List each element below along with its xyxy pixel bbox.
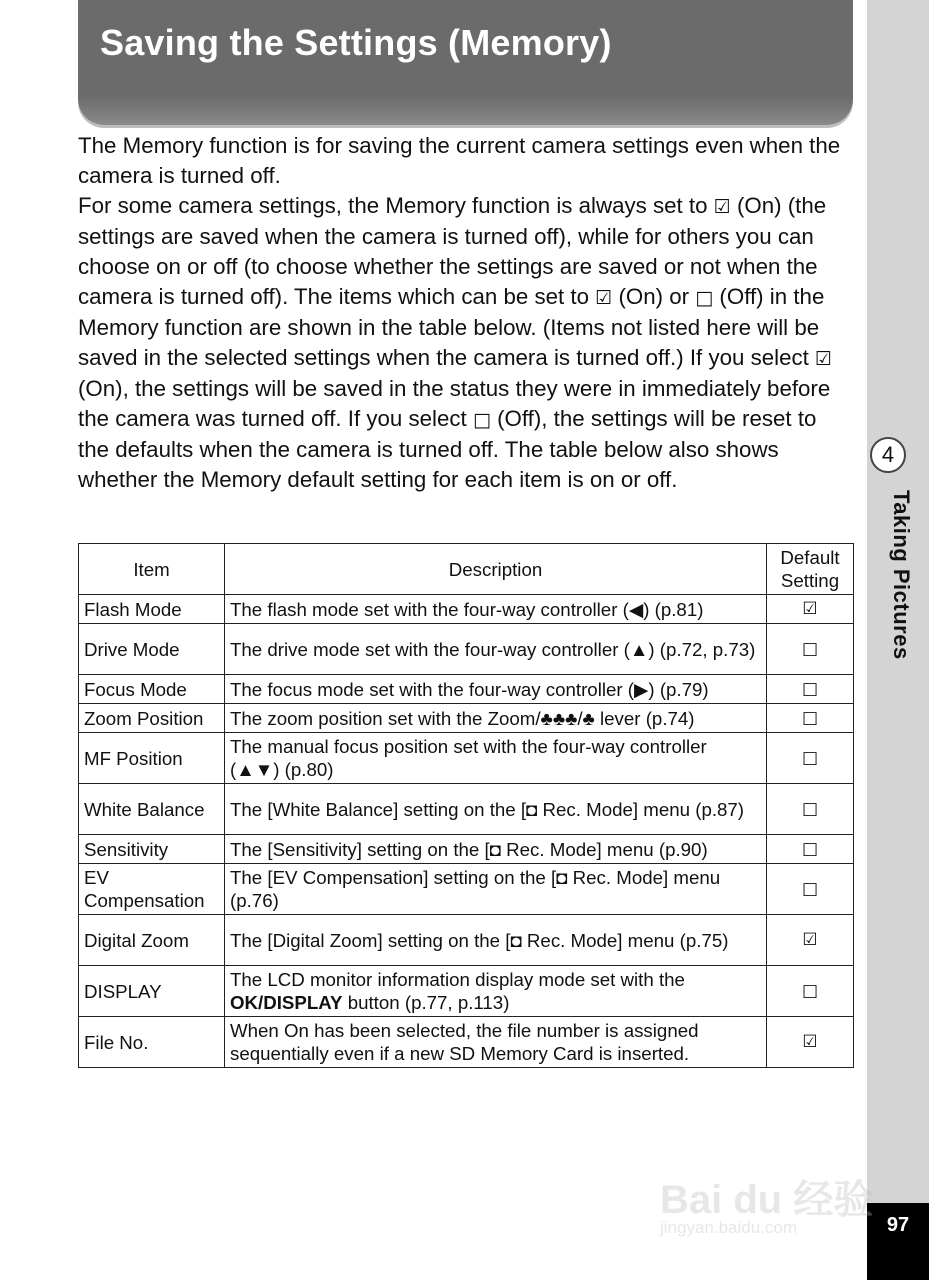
table-header-row [79,544,854,595]
ok-display-button-label: OK/DISPLAY [230,992,343,1013]
table-row [79,624,854,675]
page-title: Saving the Settings (Memory) [100,22,612,63]
header-default-setting: Default Setting [767,544,854,595]
row-default-checkbox-off-icon: □ [767,704,854,733]
checkbox-off-icon: □ [695,287,714,309]
row-item: DISPLAY [79,966,225,1017]
intro-text-segment: For some camera settings, the Memory function is always set to [78,193,714,218]
intro-text-segment: (On) or [612,284,696,309]
row-item: MF Position [79,733,225,784]
table-row [79,966,854,1017]
table-row [79,675,854,704]
row-description [225,966,767,1017]
intro-text-segment: (Off), the settings will be reset to the defaults when the camera is turned off. The table below also shows whether the Memory default setting for each item is on or off. [78,406,817,492]
row-item: Flash Mode [79,595,225,624]
header-description: Description [225,544,767,595]
row-default-checkbox-off-icon: □ [767,784,854,835]
checkbox-on-icon: ☑ [815,348,833,370]
table-row [79,595,854,624]
intro-text [78,131,853,495]
table-row [79,864,854,915]
row-description: The focus mode set with the four-way controller (▶) (p.79) [225,675,767,704]
table-row [79,733,854,784]
intro-text-segment: (Off) in the Memory function are shown in the table below. (Items not listed here will be saved in the selected settings when the camera is turned off.) If you select [78,284,825,370]
row-item: Digital Zoom [79,915,225,966]
row-default-checkbox-on-icon: ☑ [767,1017,854,1068]
row-default-checkbox-on-icon: ☑ [767,595,854,624]
table-row [79,835,854,864]
page-number: 97 [867,1203,929,1280]
intro-paragraph-2 [78,191,853,495]
row-default-checkbox-off-icon: □ [767,835,854,864]
intro-paragraph-1: The Memory function is for saving the current camera settings even when the camera is turned off. [78,133,841,188]
row-default-checkbox-off-icon: □ [767,864,854,915]
row-item: Focus Mode [79,675,225,704]
row-description: The [EV Compensation] setting on the [◘ Rec. Mode] menu (p.76) [225,864,767,915]
row-item: EV Compensation [79,864,225,915]
row-description: The [White Balance] setting on the [◘ Rec. Mode] menu (p.87) [225,784,767,835]
checkbox-off-icon: □ [472,409,491,431]
row-description: The drive mode set with the four-way controller (▲) (p.72, p.73) [225,624,767,675]
row-description: The [Sensitivity] setting on the [◘ Rec. Mode] menu (p.90) [225,835,767,864]
row-item: Sensitivity [79,835,225,864]
row-default-checkbox-off-icon: □ [767,675,854,704]
row-default-checkbox-on-icon: ☑ [767,915,854,966]
row-item: Zoom Position [79,704,225,733]
table-row [79,704,854,733]
table-row [79,915,854,966]
row-default-checkbox-off-icon: □ [767,624,854,675]
chapter-title: Taking Pictures [889,490,914,660]
watermark-logo-text: Bai du 经验 [660,1178,874,1222]
intro-text-segment: (On) (the settings are saved when the camera is turned off), while for others you can choose on or off (to choose whether the settings are saved or not when the camera is turned off). The items which can be set to [78,193,827,309]
row-default-checkbox-off-icon: □ [767,966,854,1017]
table-row [79,1017,854,1068]
checkbox-on-icon: ☑ [595,287,613,309]
row-default-checkbox-off-icon: □ [767,733,854,784]
intro-text-segment: (On), the settings will be saved in the status they were in immediately before the camera was turned off. If you select [78,376,831,431]
chapter-number-badge: 4 [870,437,906,473]
row-description: The [Digital Zoom] setting on the [◘ Rec. Mode] menu (p.75) [225,915,767,966]
checkbox-on-icon: ☑ [713,196,731,218]
row-item: Drive Mode [79,624,225,675]
row-description: When On has been selected, the file number is assigned sequentially even if a new SD Memory Card is inserted. [225,1017,767,1068]
row-description: The flash mode set with the four-way controller (◀) (p.81) [225,595,767,624]
header-item: Item [79,544,225,595]
table-row [79,784,854,835]
row-description-text: The LCD monitor information display mode set with the [230,969,685,990]
row-item: File No. [79,1017,225,1068]
row-description-text: button (p.77, p.113) [342,992,510,1013]
watermark-url: jingyan.baidu.com [660,1218,798,1237]
memory-settings-table [78,543,854,1068]
row-item: White Balance [79,784,225,835]
row-description: The zoom position set with the Zoom/♣♣♣/♣ lever (p.74) [225,704,767,733]
baidu-watermark [660,1140,875,1250]
row-description: The manual focus position set with the four-way controller (▲▼) (p.80) [225,733,767,784]
